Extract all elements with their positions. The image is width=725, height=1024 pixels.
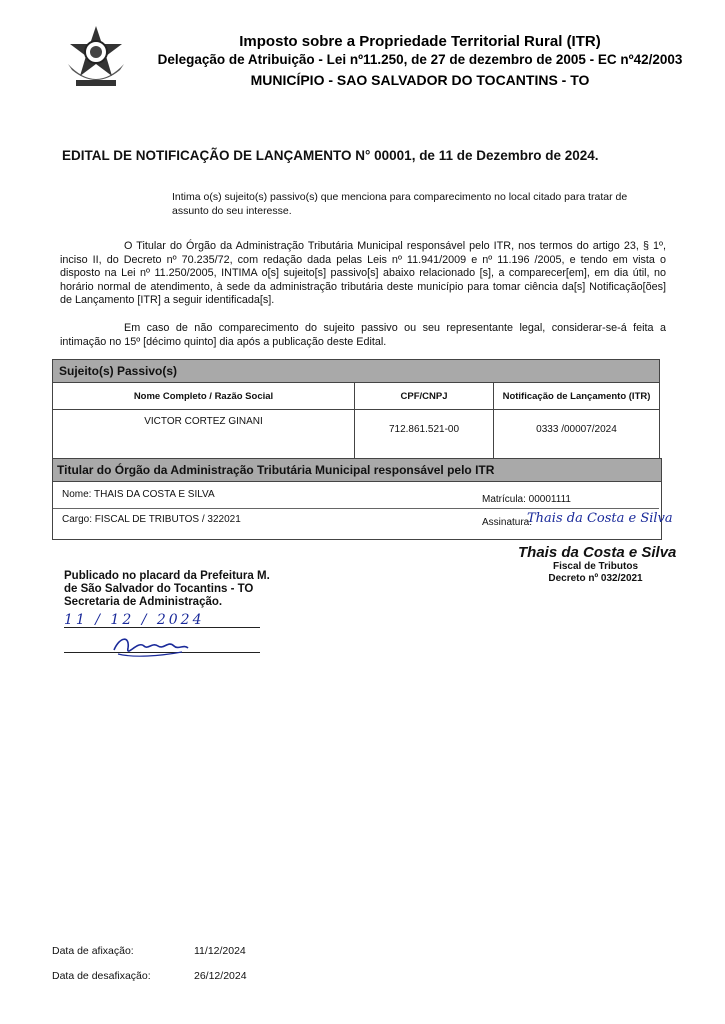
publication-signature-scribble bbox=[110, 632, 190, 660]
signature-label: Assinatura: bbox=[482, 517, 533, 528]
official-registration: Matrícula: 00001111 bbox=[482, 494, 571, 505]
intro-text: Intima o(s) sujeito(s) passivo(s) que menciona para comparecimento no local citado para tratar de assunto do seu interesse. bbox=[172, 191, 628, 217]
stamp-block bbox=[548, 561, 643, 585]
edital-title: EDITAL DE NOTIFICAÇÃO DE LANÇAMENTO N° 00001, de 11 de Dezembro de 2024. bbox=[62, 148, 599, 163]
taxpayers-section-title: Sujeito(s) Passivo(s) bbox=[53, 360, 660, 383]
date-line bbox=[64, 627, 260, 628]
publication-handwritten-date: 11 / 12 / 2024 bbox=[64, 612, 205, 628]
header-municipality: MUNICÍPIO - SAO SALVADOR DO TOCANTINS - TO bbox=[250, 72, 590, 88]
handwritten-signature: Thais da Costa e Silva bbox=[527, 511, 673, 526]
column-header-notification: Notificação de Lançamento (ITR) bbox=[494, 383, 660, 410]
stamp-role: Fiscal de Tributos bbox=[552, 561, 639, 572]
coat-of-arms-seal bbox=[62, 24, 130, 92]
taxpayer-notification: 0333 /00007/2024 bbox=[494, 410, 660, 460]
official-section-title: Titular do Órgão da Administração Tributária Municipal responsável pelo ITR bbox=[53, 459, 661, 482]
publication-stamp bbox=[64, 570, 284, 609]
stamp-name: Thais da Costa e Silva bbox=[518, 544, 677, 561]
divider bbox=[53, 508, 659, 509]
removed-date-value: 26/12/2024 bbox=[194, 970, 247, 982]
body-paragraph-2 bbox=[60, 322, 666, 349]
taxpayer-name: VICTOR CORTEZ GINANI bbox=[53, 410, 355, 460]
posted-date-value: 11/12/2024 bbox=[194, 945, 246, 957]
publication-line-1: Publicado no placard da Prefeitura M. bbox=[64, 570, 270, 582]
column-header-name: Nome Completo / Razão Social bbox=[53, 383, 355, 410]
taxpayer-cpf: 712.861.521-00 bbox=[355, 410, 494, 460]
removed-date-label: Data de desafixação: bbox=[52, 970, 151, 982]
official-name: Nome: THAIS DA COSTA E SILVA bbox=[62, 489, 215, 500]
paragraph-2-text: Em caso de não comparecimento do sujeito passivo ou seu representante legal, considerar-se-á feita a intimação no 15º [décimo quinto] dia após a publicação deste Edital. bbox=[60, 322, 666, 348]
taxpayers-table bbox=[52, 359, 660, 460]
header-title: Imposto sobre a Propriedade Territorial Rural (ITR) bbox=[239, 33, 601, 50]
paragraph-1-text: O Titular do Órgão da Administração Tributária Municipal responsável pelo ITR, nos termos do artigo 23, § 1º, inciso II, do Decreto nº 70.235/72, com redação dada pelas Leis nº 11.941/2009 e nº 11.196 /2005, e tendo em vista o disposto na Lei nº 11.250/2005, INTIMA o[s] sujeito[s] passivo[s] abaixo relacionado [s], a comparecer[em], em dia útil, no horário normal de atendimento, à sede da administração tributária deste município para tomar ciência da[s] Notificação[ões] de Lançamento [ITR] a seguir identificada[s]. bbox=[60, 240, 666, 306]
publication-line-3: Secretaria de Administração. bbox=[64, 596, 223, 608]
column-header-cpf: CPF/CNPJ bbox=[355, 383, 494, 410]
header-law: Delegação de Atribuição - Lei nº11.250, de 27 de dezembro de 2005 - EC nº42/2003 bbox=[157, 52, 683, 67]
body-paragraph-1 bbox=[60, 240, 666, 308]
table-row bbox=[53, 410, 660, 460]
posted-date-label: Data de afixação: bbox=[52, 945, 134, 957]
stamp-decree: Decreto nº 032/2021 bbox=[548, 573, 643, 584]
official-role: Cargo: FISCAL DE TRIBUTOS / 322021 bbox=[62, 514, 241, 525]
publication-line-2: de São Salvador do Tocantins - TO bbox=[64, 583, 254, 595]
